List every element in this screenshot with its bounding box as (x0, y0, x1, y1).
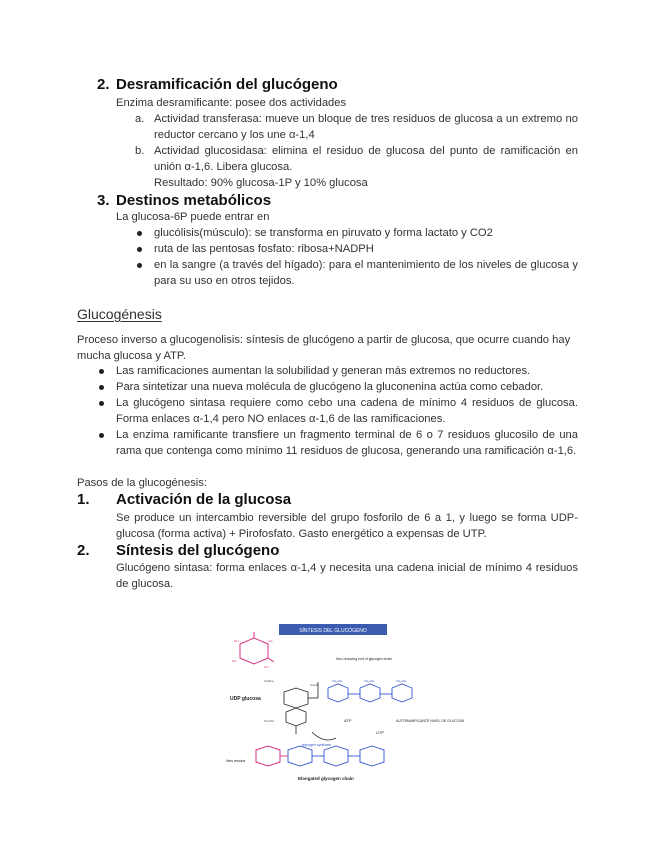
svg-text:OH: OH (234, 639, 239, 643)
step-title-sintesis: Síntesis del glucógeno (116, 542, 280, 559)
section-number: 3. (97, 192, 110, 209)
section-title: Destinos metabólicos (116, 192, 272, 209)
section-intro: La glucosa-6P puede entrar en (116, 211, 270, 223)
bullet-icon (99, 369, 104, 374)
figure-banner-text: SÍNTESIS DEL GLUCÓGENO (299, 628, 367, 634)
svg-text:OH OH: OH OH (264, 719, 274, 723)
glucose-chain-top (328, 684, 412, 702)
label-glycogen-synthase: glycogen synthase (302, 743, 331, 747)
svg-text:HO: HO (232, 659, 237, 663)
result-text: Resultado: 90% glucosa-1P y 10% glucosa (154, 177, 368, 189)
list-marker: a. (135, 113, 145, 125)
section-heading-destinos (97, 192, 271, 209)
glucose-ring-pink (240, 632, 274, 664)
section-number: 2. (97, 76, 110, 93)
glucogenesis-bullet: La glucógeno sintasa requiere como cebo una cadena de mínimo 4 residuos de glucosa. Forma enlaces α-1,4 pero NO enlaces α-1,6 de las ramificaciones. (116, 397, 578, 425)
section-heading-desramificacion (97, 76, 338, 93)
glucogenesis-bullet: Para sintetizar una nueva molécula de glucógeno la gluconenina actúa como cebador. (116, 381, 544, 393)
bullet-icon (137, 263, 142, 268)
svg-text:CH₂: CH₂ (268, 639, 274, 643)
list-item-transferasa: Actividad transferasa: mueve un bloque de tres residuos de glucosa a un extremo no reductor cercano y los une α-1,4 (154, 113, 578, 141)
step-text-activacion: Se produce un intercambio reversible del grupo fosforilo de 6 a 1, y luego se forma UDP-glucosa (forma activa) + Pirofosfato. Gasto energético a expensas de UTP. (116, 512, 578, 540)
bullet-icon (99, 385, 104, 390)
glucose-chain-bottom (280, 746, 384, 766)
glucogenesis-bullet: Las ramificaciones aumentan la solubilidad y generan más extremos no reductores. (116, 365, 531, 377)
svg-text:Uracil: Uracil (310, 683, 318, 687)
new-residue-pink (256, 746, 280, 766)
label-nonreducing-end: Non-reducing end of glycogen chain (336, 657, 393, 661)
step-number: 1. (77, 491, 90, 508)
svg-text:Uridine: Uridine (264, 679, 274, 683)
list-item-sangre: en la sangre (a través del hígado): para el mantenimiento de los niveles de glucosa y para su uso en otros tejidos. (154, 259, 578, 287)
bullet-icon (137, 231, 142, 236)
label-right-note: AUTORAMIFICANTE NIVEL DE GLUCOSA (396, 719, 465, 723)
svg-text:CH₂OH: CH₂OH (364, 679, 374, 683)
figure-diagram (224, 622, 465, 798)
section-heading-glucogenesis: Glucogénesis (77, 306, 162, 322)
glycogen-synthesis-figure (224, 622, 465, 798)
svg-text:OH: OH (264, 665, 269, 669)
label-elongated-chain: Elongated glycogen chain (298, 776, 354, 781)
bullet-icon (99, 433, 104, 438)
step-text-sintesis: Glucógeno sintasa: forma enlaces α-1,4 y necesita una cadena inicial de mínimo 4 residuos de glucosa. (116, 562, 578, 590)
bullet-icon (99, 401, 104, 406)
reaction-arrow (312, 732, 336, 740)
steps-label: Pasos de la glucogénesis: (77, 477, 207, 489)
glucogenesis-intro: Proceso inverso a glucogenolisis: síntesis de glucógeno a partir de glucosa, que ocurre cuando hay mucha glucosa y ATP. (77, 334, 571, 362)
step-number: 2. (77, 542, 90, 559)
svg-text:CH₂OH: CH₂OH (396, 679, 406, 683)
list-item-glucolisis: glucólisis(músculo): se transforma en piruvato y forma lactato y CO2 (154, 227, 493, 239)
section-intro: Enzima desramificante: posee dos actividades (116, 97, 347, 109)
label-atp: ATP (344, 718, 352, 723)
glucogenesis-bullet: La enzima ramificante transfiere un fragmento terminal de 6 o 7 residuos glucosilo de una rama que contenga como mínimo 11 residuos de glucosa, generando una ramificación α-1,6. (116, 429, 578, 457)
udp-glucose-molecule (284, 682, 318, 734)
bullet-icon (137, 247, 142, 252)
label-new-residue: New residue (226, 759, 246, 763)
step-title-activacion: Activación de la glucosa (116, 491, 292, 508)
list-item-pentosas: ruta de las pentosas fosfato: ribosa+NADPH (154, 243, 374, 255)
svg-text:CH₂OH: CH₂OH (332, 679, 342, 683)
label-utp: UTP (376, 730, 384, 735)
list-item-glucosidasa: Actividad glucosidasa: elimina el residuo de glucosa del punto de ramificación en unión α-1,6. Libera glucosa. (154, 145, 578, 173)
section-title: Desramificación del glucógeno (116, 76, 338, 93)
label-udp-glucose: UDP glucosa (230, 696, 261, 702)
list-marker: b. (135, 145, 145, 157)
